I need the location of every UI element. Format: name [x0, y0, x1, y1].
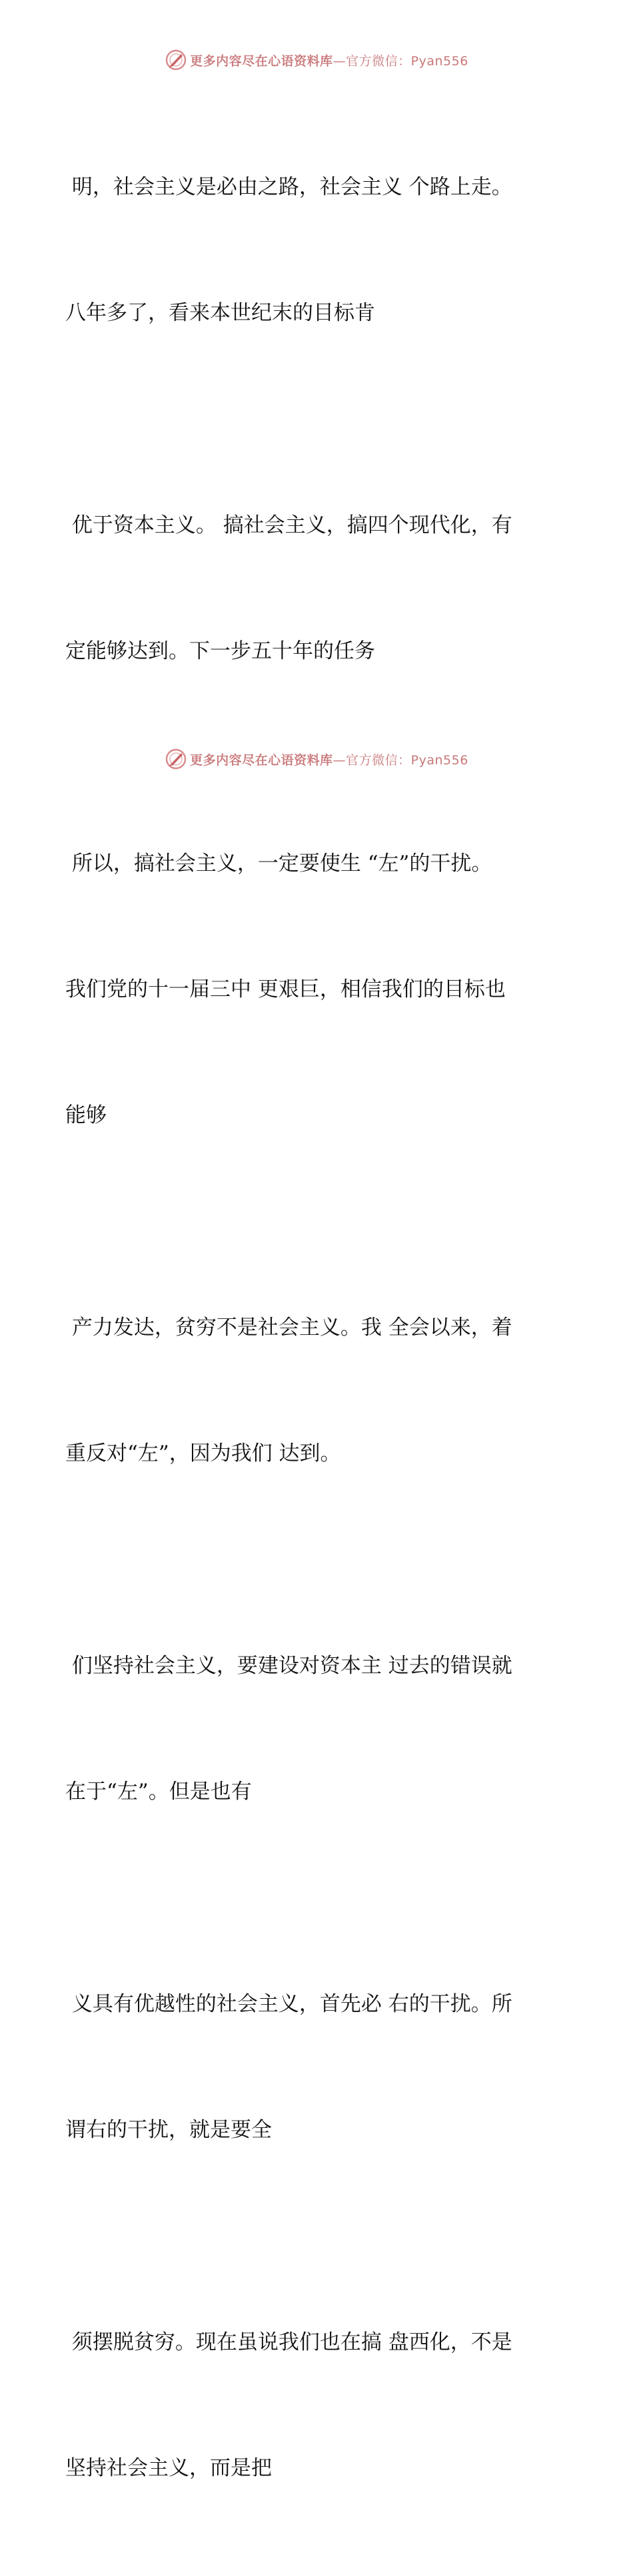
text-line: 八年多了，看来本世纪末的目标肯	[65, 301, 375, 325]
text-line: 须摆脱贫穷。现在虽说我们也在搞 盘西化，不是	[65, 2330, 512, 2354]
paragraph	[65, 1223, 572, 1559]
banner-dash: —	[332, 53, 346, 69]
text-line: 定能够达到。下一步五十年的任务	[65, 639, 375, 663]
quill-logo-icon	[165, 748, 187, 770]
banner-dash: —	[332, 752, 346, 768]
paragraph	[65, 2238, 572, 2573]
banner-main-text: 更多内容尽在心语资料库	[190, 752, 333, 768]
text-line: 产力发达，贫穷不是社会主义。我 全会以来，着	[65, 1316, 512, 1340]
banner-tail-text: 官方微信：Pyan556	[346, 53, 468, 69]
text-line: 谓右的干扰，就是要全	[65, 2118, 272, 2142]
text-line: 们坚持社会主义，要建设对资本主 过去的错误就	[65, 1654, 512, 1678]
text-line: 重反对“左”，因为我们 达到。	[65, 1441, 341, 1465]
document-body	[65, 83, 572, 2576]
banner-main-text: 更多内容尽在心语资料库	[190, 53, 333, 69]
quill-logo-icon	[165, 49, 187, 71]
text-line: 我们党的十一届三中 更艰巨，相信我们的目标也	[65, 977, 506, 1001]
paragraph	[65, 1900, 572, 2235]
text-line: 在于“左”。但是也有	[65, 1780, 252, 1804]
text-line: 明，社会主义是必由之路，社会主义 个路上走。	[65, 175, 512, 199]
paragraph	[65, 83, 572, 418]
header-watermark	[0, 47, 633, 73]
paragraph	[65, 421, 572, 756]
text-line: 优于资本主义。 搞社会主义，搞四个现代化，有	[65, 513, 512, 537]
text-line: 所以，搞社会主义，一定要使生 “左”的干扰。	[65, 852, 492, 876]
paragraph	[65, 1561, 572, 1897]
banner-tail-text: 官方微信：Pyan556	[346, 752, 468, 768]
paragraph	[65, 759, 572, 1220]
footer-watermark	[0, 746, 633, 772]
text-line: 义具有优越性的社会主义，首先必 右的干扰。所	[65, 1992, 512, 2016]
text-line: 能够	[65, 1103, 107, 1127]
text-line: 坚持社会主义，而是把	[65, 2456, 272, 2480]
